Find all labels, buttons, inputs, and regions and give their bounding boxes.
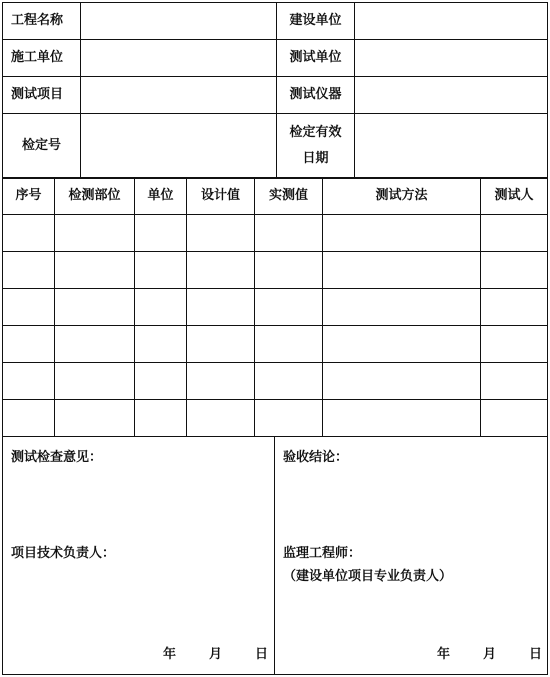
- table-cell[interactable]: [323, 363, 481, 400]
- left-year-label: 年: [163, 647, 177, 662]
- table-cell[interactable]: [481, 400, 548, 437]
- left-month-label: 月: [209, 647, 223, 662]
- table-cell[interactable]: [187, 215, 255, 252]
- table-cell[interactable]: [55, 326, 135, 363]
- table-cell[interactable]: [481, 215, 548, 252]
- table-cell[interactable]: [481, 326, 548, 363]
- table-row: [3, 215, 548, 252]
- table-cell[interactable]: [55, 363, 135, 400]
- table-cell[interactable]: [55, 289, 135, 326]
- table-row: [3, 363, 548, 400]
- right-day-label: 日: [529, 647, 543, 662]
- table-cell[interactable]: [187, 326, 255, 363]
- valid-date-field[interactable]: [355, 114, 548, 179]
- signoff-table: [2, 436, 548, 675]
- table-cell[interactable]: [323, 400, 481, 437]
- table-cell[interactable]: [135, 215, 187, 252]
- right-date-line: [437, 646, 542, 664]
- table-cell[interactable]: [255, 289, 323, 326]
- table-cell[interactable]: [255, 215, 323, 252]
- table-cell[interactable]: [323, 289, 481, 326]
- test-opinion-label: 测试检查意见：: [11, 450, 103, 465]
- test-unit-label: 测试单位: [277, 40, 355, 77]
- table-row: [3, 400, 548, 437]
- project-name-field[interactable]: [81, 3, 277, 40]
- col-header: 测试方法: [323, 178, 481, 215]
- col-header: 序号: [3, 178, 55, 215]
- table-cell[interactable]: [323, 215, 481, 252]
- measurement-table: [2, 177, 548, 437]
- col-header: 检测部位: [55, 178, 135, 215]
- inspection-form: [2, 2, 547, 674]
- table-cell[interactable]: [187, 289, 255, 326]
- table-cell[interactable]: [255, 252, 323, 289]
- right-year-label: 年: [437, 647, 451, 662]
- table-cell[interactable]: [255, 400, 323, 437]
- table-cell[interactable]: [255, 363, 323, 400]
- header-info-table: [2, 2, 548, 179]
- table-cell[interactable]: [323, 326, 481, 363]
- table-cell[interactable]: [3, 400, 55, 437]
- table-cell[interactable]: [3, 289, 55, 326]
- calibration-no-field[interactable]: [81, 114, 277, 179]
- table-cell[interactable]: [481, 252, 548, 289]
- table-cell[interactable]: [323, 252, 481, 289]
- test-opinion-cell[interactable]: [3, 437, 275, 675]
- table-row: [3, 326, 548, 363]
- valid-date-label-line1: 检定有效: [289, 124, 342, 140]
- table-cell[interactable]: [3, 326, 55, 363]
- table-cell[interactable]: [135, 289, 187, 326]
- table-cell[interactable]: [55, 215, 135, 252]
- table-cell[interactable]: [187, 252, 255, 289]
- client-label: 建设单位: [277, 3, 355, 40]
- supervisor-note: （建设单位项目专业负责人）: [283, 569, 453, 584]
- col-header: 实测值: [255, 178, 323, 215]
- calibration-no-label: 检定号: [3, 114, 81, 179]
- left-day-label: 日: [255, 647, 269, 662]
- left-date-line: [163, 646, 268, 664]
- table-cell[interactable]: [55, 400, 135, 437]
- table-cell[interactable]: [255, 326, 323, 363]
- table-cell[interactable]: [3, 363, 55, 400]
- test-unit-field[interactable]: [355, 40, 548, 77]
- valid-date-label: [277, 114, 355, 179]
- table-cell[interactable]: [135, 400, 187, 437]
- test-item-label: 测试项目: [3, 77, 81, 114]
- table-row: [3, 252, 548, 289]
- table-cell[interactable]: [135, 252, 187, 289]
- valid-date-label-line2: 日期: [302, 151, 329, 166]
- client-field[interactable]: [355, 3, 548, 40]
- project-name-label: 工程名称: [3, 3, 81, 40]
- col-header: 测试人: [481, 178, 548, 215]
- table-cell[interactable]: [187, 400, 255, 437]
- col-header: 设计值: [187, 178, 255, 215]
- acceptance-conclusion-cell[interactable]: [275, 437, 548, 675]
- table-cell[interactable]: [3, 215, 55, 252]
- table-cell[interactable]: [481, 363, 548, 400]
- instrument-label: 测试仪器: [277, 77, 355, 114]
- table-cell[interactable]: [187, 363, 255, 400]
- test-item-field[interactable]: [81, 77, 277, 114]
- table-row: [3, 289, 548, 326]
- table-cell[interactable]: [3, 252, 55, 289]
- right-month-label: 月: [483, 647, 497, 662]
- tech-lead-label: 项目技术负责人：: [11, 546, 116, 561]
- measurement-header-row: [3, 178, 548, 215]
- table-cell[interactable]: [55, 252, 135, 289]
- instrument-field[interactable]: [355, 77, 548, 114]
- contractor-label: 施工单位: [3, 40, 81, 77]
- col-header: 单位: [135, 178, 187, 215]
- acceptance-conclusion-label: 验收结论：: [283, 450, 349, 465]
- table-cell[interactable]: [135, 326, 187, 363]
- contractor-field[interactable]: [81, 40, 277, 77]
- supervisor-label: 监理工程师：: [283, 546, 362, 561]
- table-cell[interactable]: [135, 363, 187, 400]
- table-cell[interactable]: [481, 289, 548, 326]
